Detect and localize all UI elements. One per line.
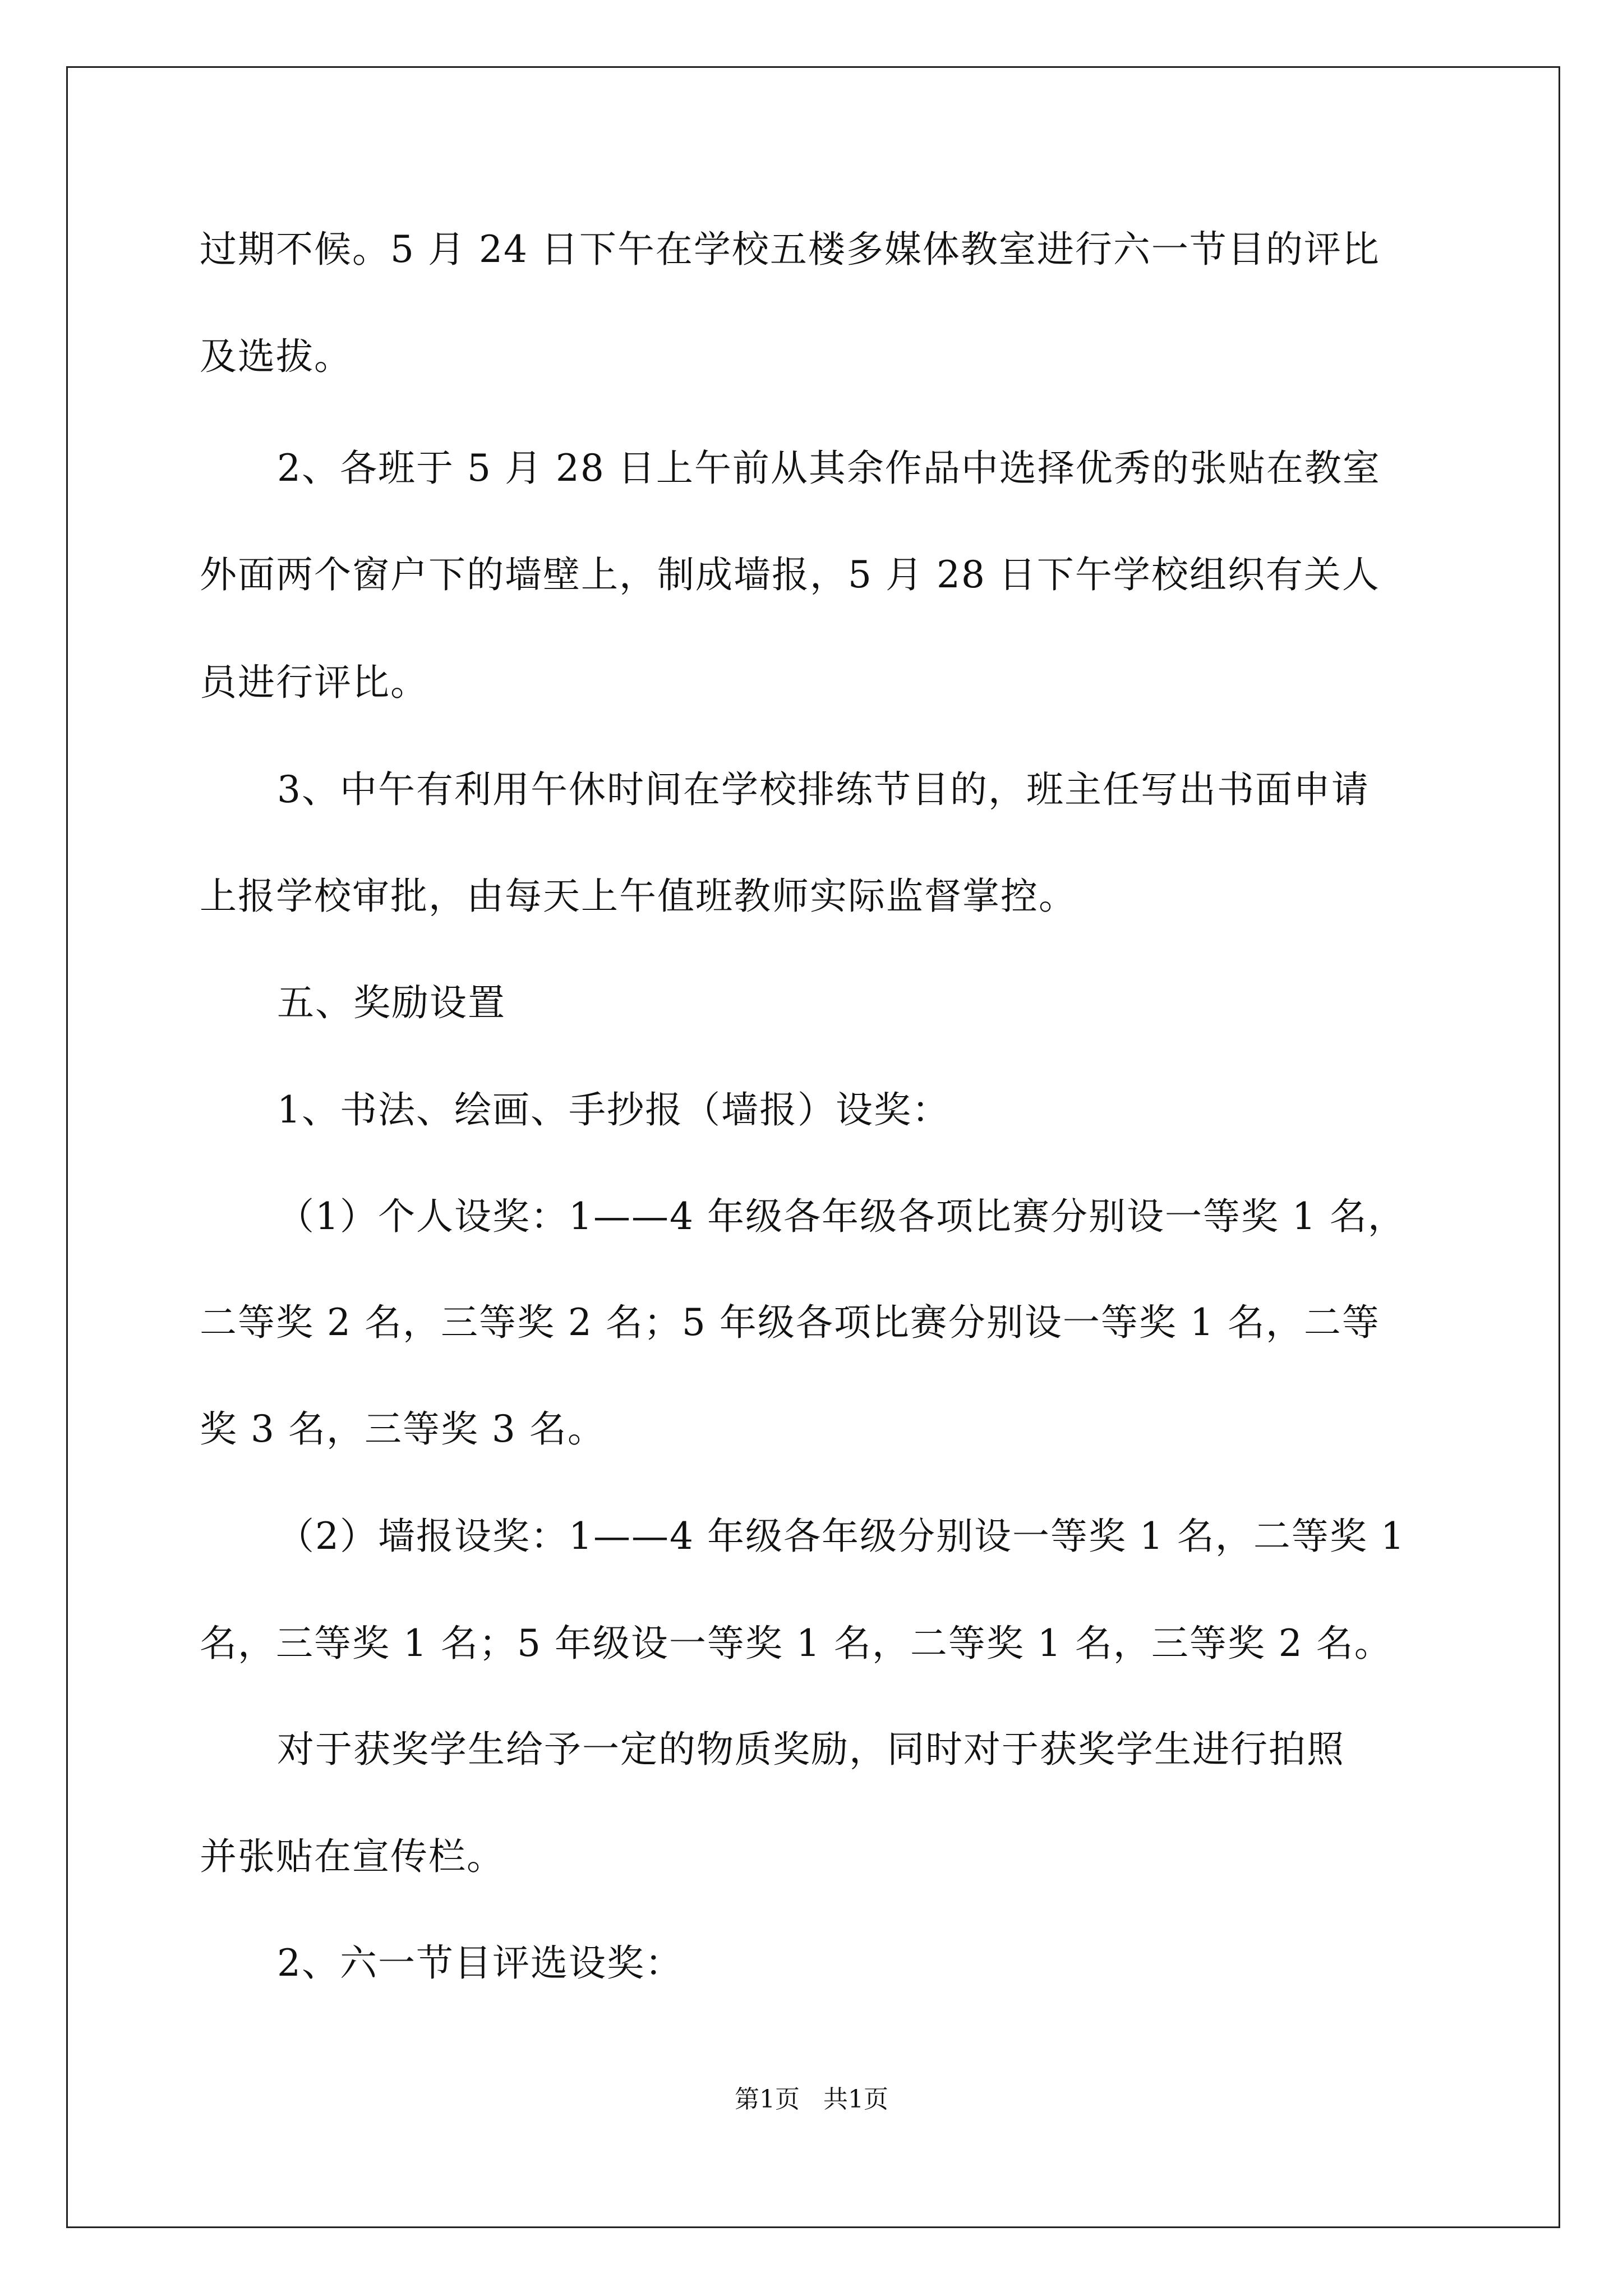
subsection-heading: 2、六一节目评选设奖： [277,1941,683,1985]
paragraph-line: 3、中午有利用午休时间在学校排练节目的，班主任写出书面申请 [277,768,1370,811]
paragraph-line: 上报学校审批，由每天上午值班教师实际监督掌控。 [200,875,1077,918]
paragraph-line: 2、各班于 5 月 28 日上午前从其余作品中选择优秀的张贴在教室 [277,447,1381,490]
paragraph-line: 名，三等奖 1 名；5 年级设一等奖 1 名，二等奖 1 名，三等奖 2 名。 [200,1622,1393,1665]
subsection-heading: 1、书法、绘画、手抄报（墙报）设奖： [277,1088,950,1131]
paragraph-line: 二等奖 2 名，三等奖 2 名；5 年级各项比赛分别设一等奖 1 名，二等 [200,1301,1380,1344]
paragraph-line: 及选拔。 [200,335,352,378]
page-border [66,66,1560,2228]
paragraph-line: 外面两个窗户下的墙壁上，制成墙报，5 月 28 日下午学校组织有关人 [200,553,1380,596]
paragraph-line: 过期不候。5 月 24 日下午在学校五楼多媒体教室进行六一节目的评比 [200,228,1380,271]
paragraph-line: （1）个人设奖：1——4 年级各年级各项比赛分别设一等奖 1 名， [277,1195,1406,1238]
paragraph-line: 奖 3 名，三等奖 3 名。 [200,1407,606,1451]
paragraph-line: 并张贴在宣传栏。 [200,1835,505,1878]
section-heading: 五、奖励设置 [277,981,506,1024]
paragraph-line: （2）墙报设奖：1——4 年级各年级分别设一等奖 1 名，二等奖 1 [277,1515,1405,1558]
paragraph-line: 对于获奖学生给予一定的物质奖励，同时对于获奖学生进行拍照 [277,1728,1345,1771]
paragraph-line: 员进行评比。 [200,661,428,704]
page-footer: 第1页 共1页 [735,2085,888,2114]
